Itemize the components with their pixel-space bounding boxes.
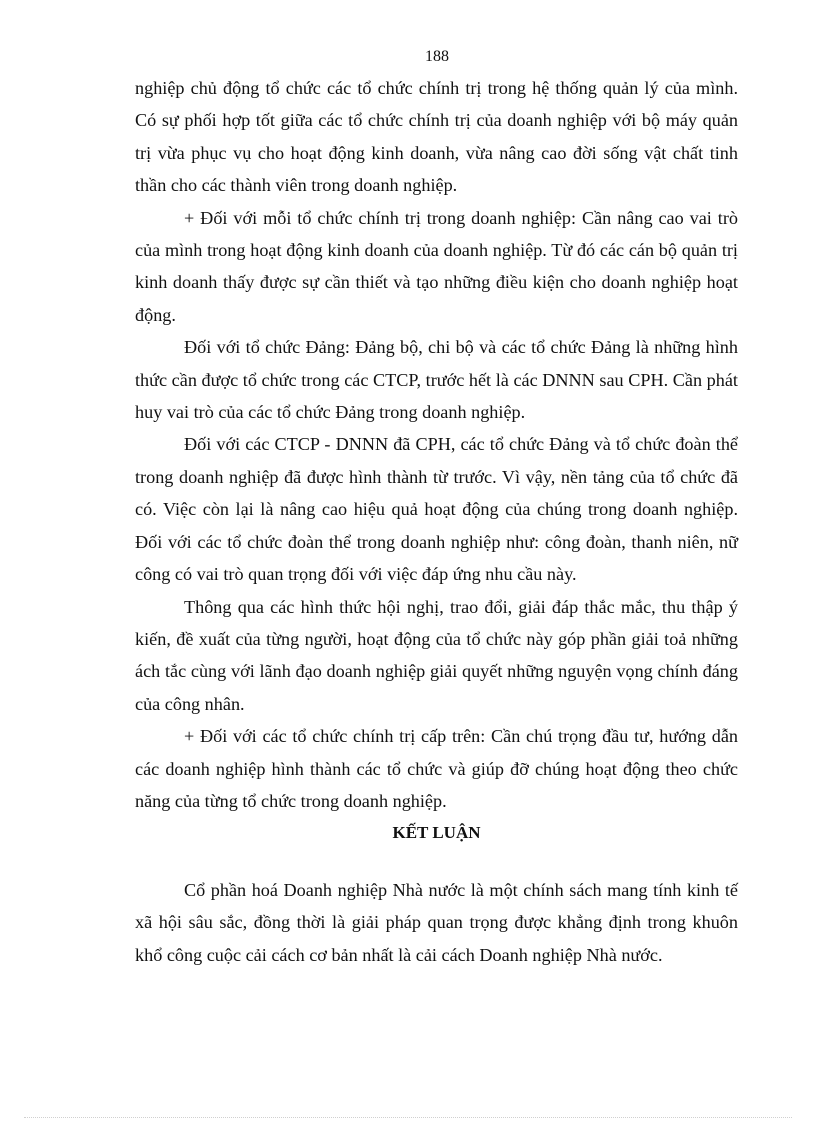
paragraph-ctcp-dnnn: Đối với các CTCP - DNNN đã CPH, các tổ chức Đảng và tổ chức đoàn thể trong doanh nghiệp đã được hình thành từ trước. Vì vậy, nền tảng của tổ chức đã có. Việc còn lại là nâng cao hiệu quả hoạt động của chúng trong doanh nghiệp. Đối với các tổ chức đoàn thể trong doanh nghiệp như: công đoàn, thanh niên, nữ công có vai trò quan trọng đối với việc đáp ứng nhu cầu này. bbox=[135, 434, 738, 585]
paragraph-political-organizations: + Đối với mỗi tổ chức chính trị trong doanh nghiệp: Cần nâng cao vai trò của mình trong hoạt động kinh doanh của doanh nghiệp. Từ đó các cán bộ quản trị kinh doanh thấy được sự cần thiết và tạo những điều kiện cho doanh nghiệp hoạt động. bbox=[135, 207, 738, 325]
page-number: 188 bbox=[425, 48, 449, 65]
paragraph-higher-organizations: + Đối với các tổ chức chính trị cấp trên: Cần chú trọng đầu tư, hướng dẫn các doanh nghiệp hình thành các tổ chức và giúp đỡ chúng hoạt động theo chức năng của từng tổ chức trong doanh nghiệp. bbox=[135, 726, 738, 811]
paragraph-party-organization: Đối với tổ chức Đảng: Đảng bộ, chi bộ và các tổ chức Đảng là những hình thức cần được tổ chức trong các CTCP, trước hết là các DNNN sau CPH. Cần phát huy vai trò của các tổ chức Đảng trong doanh nghiệp. bbox=[135, 337, 738, 423]
conclusion-paragraph: Cổ phần hoá Doanh nghiệp Nhà nước là một chính sách mang tính kinh tế xã hội sâu sắc, đồng thời là giải pháp quan trọng được khẳng định trong khuôn khổ công cuộc cải cách cơ bản nhất là cải cách Doanh nghiệp Nhà nước. bbox=[135, 879, 738, 965]
document-body bbox=[135, 72, 738, 971]
page-bottom-divider bbox=[24, 1117, 792, 1118]
paragraph-conferences: Thông qua các hình thức hội nghị, trao đổi, giải đáp thắc mắc, thu thập ý kiến, đề xuất của từng người, hoạt động của tổ chức này góp phần giải toả những ách tắc cùng với lãnh đạo doanh nghiệp giải quyết những nguyện vọng chính đáng của công nhân. bbox=[135, 596, 738, 714]
paragraph-continuation: nghiệp chủ động tổ chức các tổ chức chính trị trong hệ thống quản lý của mình. Có sự phối hợp tốt giữa các tổ chức chính trị của doanh nghiệp với bộ máy quản trị vừa phục vụ cho hoạt động kinh doanh, vừa nâng cao đời sống vật chất tinh thần cho các thành viên trong doanh nghiệp. bbox=[135, 78, 738, 196]
conclusion-heading: KẾT LUẬN bbox=[392, 823, 481, 843]
